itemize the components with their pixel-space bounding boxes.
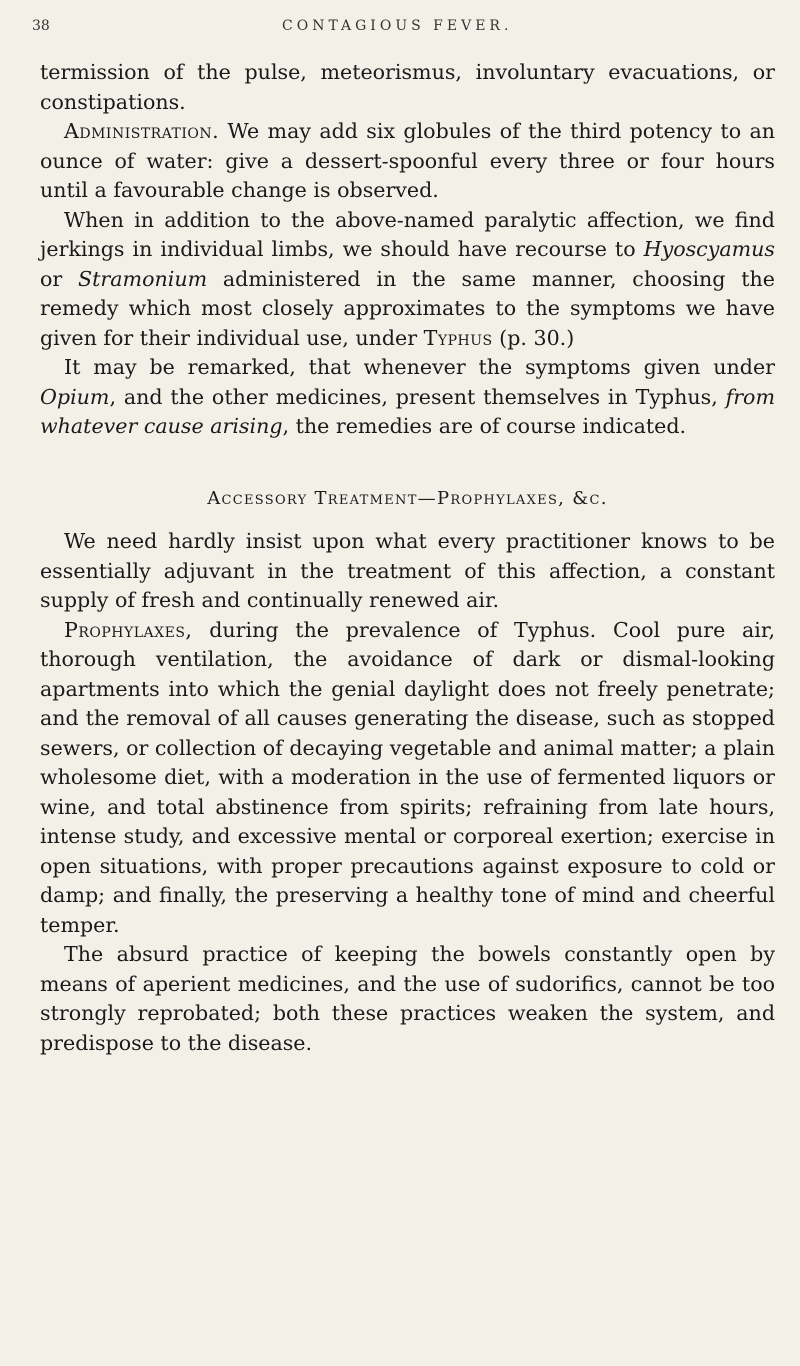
administration-label: Administration. <box>64 119 220 143</box>
opium-text-a: It may be remarked, that whenever the symptoms given under <box>64 355 775 379</box>
paragraph-opium <box>40 353 775 442</box>
administration-text: We may add six globules of the third potency to an ounce of water: give a dessert-spoonful every three or four hours until a favourable change is observed. <box>40 119 775 202</box>
section-heading: Accessory Treatment—Prophylaxes, &c. <box>207 487 608 509</box>
paragraph-paralytic <box>40 206 775 354</box>
paralytic-text-d: (p. 30.) <box>492 325 575 350</box>
emphasis-cause: from whatever cause arising <box>40 384 775 438</box>
paragraph-administration <box>40 117 775 206</box>
remedy-stramonium: Stramonium <box>78 266 208 291</box>
opium-text-b: , and the other medicines, present themselves in Typhus, <box>109 384 726 409</box>
running-head: CONTAGIOUS FEVER. <box>282 18 513 34</box>
remedy-hyoscyamus: Hyoscyamus <box>643 237 775 261</box>
paragraph-1-text: termission of the pulse, meteorismus, involuntary evacuations, or constipations. <box>40 60 775 114</box>
body-text <box>40 58 775 1058</box>
fresh-air-text: We need hardly insist upon what every practitioner knows to be essentially adjuvant in the treatment of this affection, a constant supply of fresh and continually renewed air. <box>40 529 775 612</box>
prophylaxes-text: during the prevalence of Typhus. Cool pure air, thorough ventilation, the avoidance of dark or dismal-looking apartments into which the genial daylight does not freely penetrate; and the removal of all causes generating the disease, such as stopped sewers, or collection of decaying vegetable and animal matter; a plain wholesome diet, with a moderation in the use of fermented liquors or wine, and total abstinence from spirits; refraining from late hours, intense study, and excessive mental or corporeal exertion; exercise in open situations, with proper precautions against exposure to cold or damp; and finally, the preserving a healthy tone of mind and cheerful temper. <box>40 617 775 937</box>
paragraph-absurd-practice <box>40 940 775 1058</box>
paragraph-continuation <box>40 58 775 117</box>
remedy-opium: Opium <box>40 384 110 409</box>
paralytic-text-a: When in addition to the above-named paralytic affection, we find jerkings in individual limbs, we should have recourse to <box>40 207 775 261</box>
paragraph-prophylaxes <box>40 616 775 941</box>
typhus-reference: Typhus <box>423 325 493 350</box>
absurd-practice-text: The absurd practice of keeping the bowels constantly open by means of aperient medicines, and the use of sudorifics, cannot be too strongly reprobated; both these practices weaken the system, and predispose to the disease. <box>40 942 775 1055</box>
paragraph-fresh-air <box>40 527 775 616</box>
page-header <box>32 14 760 44</box>
paralytic-text-c: administered in the same manner, choosing the remedy which most closely approximates to the symptoms we have given for their individual use, under <box>40 266 775 350</box>
paralytic-text-b: or <box>40 266 79 291</box>
page-number: 38 <box>32 18 50 34</box>
prophylaxes-label: Prophylaxes, <box>64 617 193 642</box>
opium-text-c: , the remedies are of course indicated. <box>282 414 687 438</box>
